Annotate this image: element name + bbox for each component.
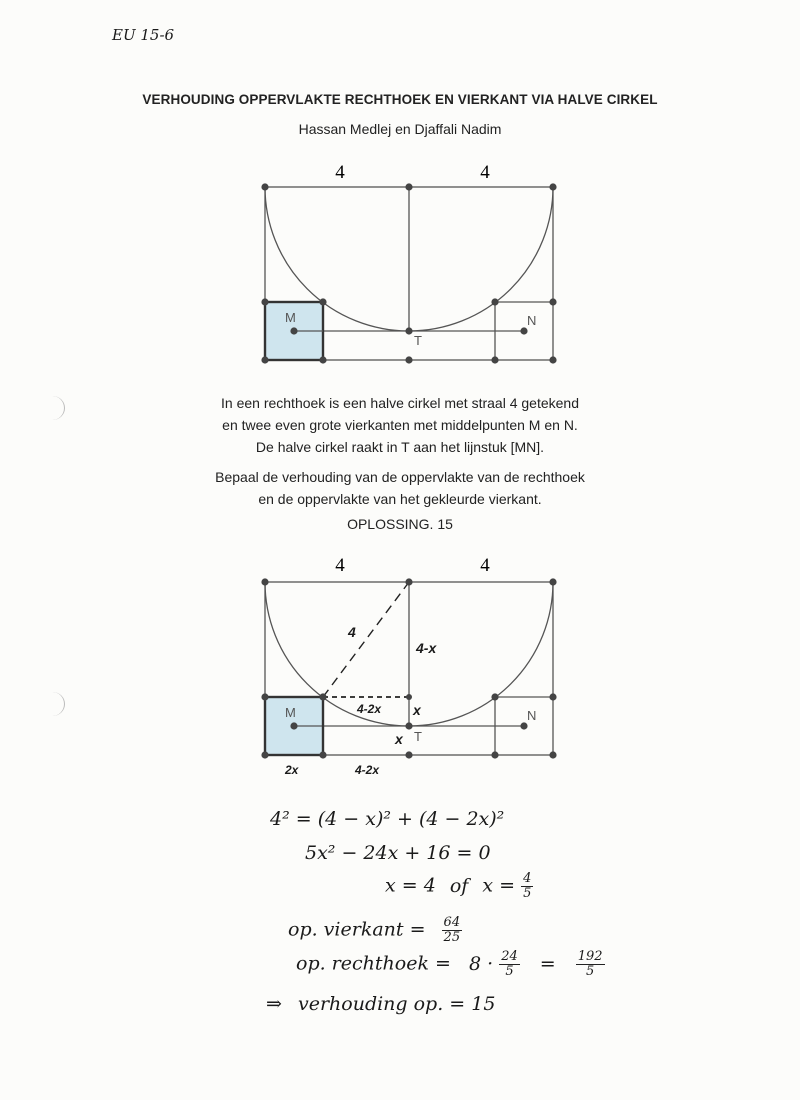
- equation-rhs: = (4 − x)² + (4 − 2x)²: [295, 808, 505, 830]
- problem-line: In een rechthoek is een halve cirkel met straal 4 getekend: [221, 395, 579, 411]
- conclusion: [266, 993, 495, 1015]
- fraction: $\frac{64}{25}$: [443, 915, 461, 945]
- label-M: M: [285, 705, 296, 720]
- solution-heading: OPLOSSING. 15: [347, 516, 453, 532]
- reference-code: EU 15-6: [112, 26, 175, 44]
- problem-line: De halve cirkel raakt in T aan het lijnstuk [MN].: [255, 439, 545, 455]
- label-right-4: 4: [480, 162, 490, 183]
- figure-problem: [0, 150, 800, 370]
- figure-solution: [0, 545, 800, 780]
- fraction: $\frac{192}{5}$: [577, 949, 603, 979]
- label-x-upper: x: [413, 702, 421, 718]
- problem-line: en twee even grote vierkanten met middelpunten M en N.: [222, 417, 578, 433]
- problem-statement: [0, 392, 800, 518]
- point-M: [290, 327, 297, 334]
- solution-or: of: [449, 874, 469, 897]
- fraction: $\frac{24}{5}$: [501, 949, 518, 979]
- equation-pythagoras: [270, 808, 504, 830]
- label-horizontal: 4-2x: [357, 702, 382, 716]
- label-right-4: 4: [480, 555, 490, 576]
- label-T: T: [414, 333, 422, 348]
- label-x-lower: x: [395, 731, 403, 747]
- problem-line: Bepaal de verhouding van de oppervlakte van de rechthoek: [215, 469, 585, 485]
- equation-solutions: [385, 872, 533, 901]
- label-N: N: [527, 708, 537, 723]
- area-square-label: op. vierkant =: [288, 918, 426, 941]
- equation-lhs: 4²: [270, 808, 290, 830]
- fraction: $\frac{4}{5}$: [523, 871, 532, 901]
- label-4-2x: 4-2x: [355, 763, 380, 777]
- solution-b: x =: [482, 874, 516, 897]
- label-radius: 4: [348, 624, 356, 640]
- implies-arrow-icon: ⇒: [266, 993, 282, 1015]
- problem-line: en de oppervlakte van het gekleurde vierkant.: [258, 491, 542, 507]
- label-height: 4-x: [416, 640, 437, 656]
- area-rectangle-label: op. rechthoek =: [296, 952, 451, 975]
- label-left-4: 4: [335, 162, 345, 183]
- solution-a: x = 4: [385, 874, 436, 897]
- point-T: [405, 327, 412, 334]
- radius-dashed: [323, 582, 409, 697]
- conclusion-text: verhouding op. = 15: [297, 993, 496, 1015]
- page-title: VERHOUDING OPPERVLAKTE RECHTHOEK EN VIERKANT VIA HALVE CIRKEL: [142, 92, 658, 107]
- area-square: [288, 916, 462, 945]
- label-left-4: 4: [335, 555, 345, 576]
- label-T: T: [414, 729, 422, 744]
- label-2x: 2x: [285, 763, 299, 777]
- label-N: N: [527, 313, 537, 328]
- point-N: [520, 327, 527, 334]
- label-M: M: [285, 310, 296, 325]
- area-rectangle: op. rechthoek = 8 · $\frac{24}{5}$ = $\frac{192}{5}$: [296, 949, 603, 979]
- authors: Hassan Medlej en Djaffali Nadim: [298, 121, 502, 137]
- equation-quadratic: 5x² − 24x + 16 = 0: [305, 842, 491, 864]
